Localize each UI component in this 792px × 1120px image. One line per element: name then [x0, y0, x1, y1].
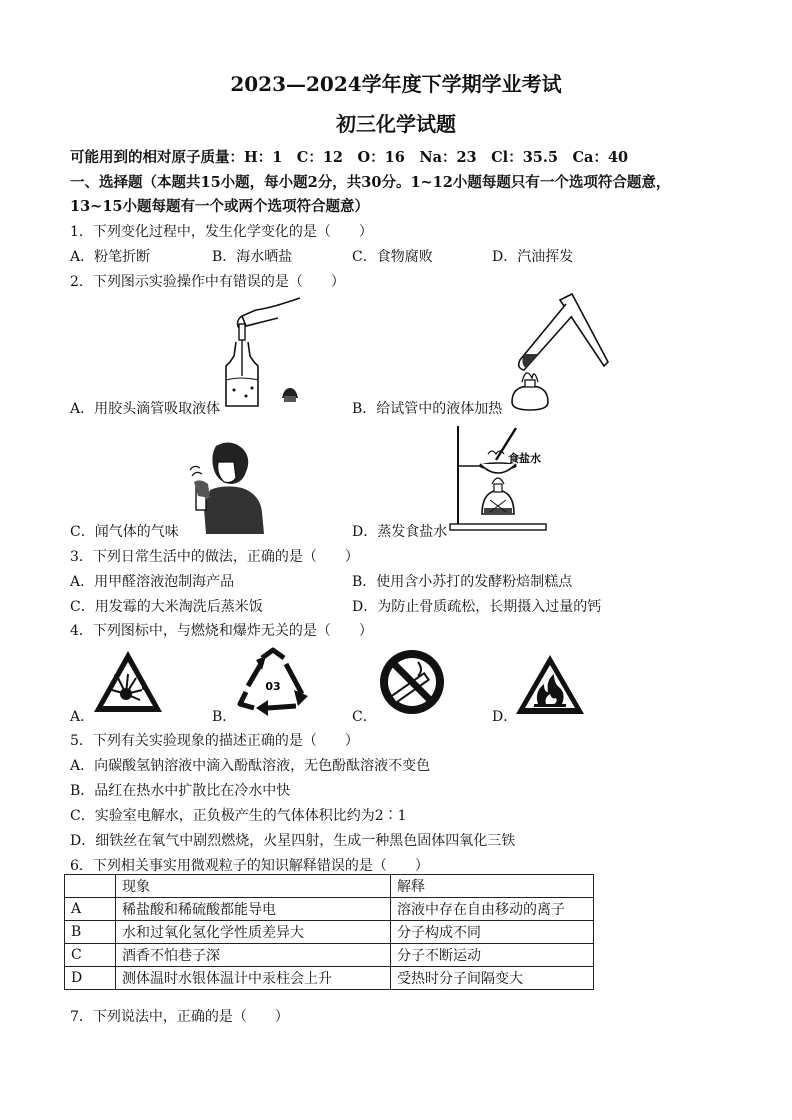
recycle-icon: [232, 646, 314, 722]
q2-option-b[interactable]: B．给试管中的液体加热: [352, 401, 503, 417]
evaporating-salt-water-figure: [448, 422, 558, 534]
table-cell: 受热时分子间隔变大: [391, 967, 594, 990]
q3-option-b[interactable]: B．使用含小苏打的发酵粉焙制糕点: [352, 574, 573, 590]
q4-option-c[interactable]: C．: [352, 709, 377, 725]
q5-option-d[interactable]: D．细铁丝在氧气中剧烈燃烧，火星四射，生成一种黑色固体四氧化三铁: [70, 833, 516, 849]
q3-option-a[interactable]: A．用甲醛溶液泡制海产品: [70, 574, 235, 590]
table-cell: 稀盐酸和稀硫酸都能导电: [116, 898, 391, 921]
table-cell: D: [65, 967, 116, 990]
q5-option-a[interactable]: A．向碳酸氢钠溶液中滴入酚酞溶液，无色酚酞溶液不变色: [70, 758, 431, 774]
q2-option-d[interactable]: D．蒸发食盐水: [352, 524, 448, 540]
q4-option-a[interactable]: A．: [70, 709, 95, 725]
section1-heading-line1: 一、选择题（本题共15小题，每小题2分，共30分。1~12小题每题只有一个选项符合题意，: [70, 174, 671, 191]
table-cell: 测体温时水银体温计中汞柱会上升: [116, 967, 391, 990]
q1-option-d[interactable]: D．汽油挥发: [492, 249, 574, 265]
table-header-cell: 现象: [116, 875, 391, 898]
q6-table: [64, 874, 594, 990]
table-row: [65, 898, 594, 921]
table-cell: 溶液中存在自由移动的离子: [391, 898, 594, 921]
q3-stem: 3．下列日常生活中的做法，正确的是（ ）: [70, 549, 359, 565]
q2-option-a[interactable]: A．用胶头滴管吸取液体: [70, 401, 221, 417]
exam-title: 2023—2024学年度下学期学业考试: [230, 72, 562, 96]
q1-option-b[interactable]: B．海水晒盐: [212, 249, 293, 265]
section1-heading-line2: 13~15小题每题有一个或两个选项符合题意）: [70, 198, 370, 215]
q4-option-b[interactable]: B．: [212, 709, 237, 725]
table-cell: 酒香不怕巷子深: [116, 944, 391, 967]
table-header-cell: 解释: [391, 875, 594, 898]
table-cell: C: [65, 944, 116, 967]
table-cell: 分子构成不同: [391, 921, 594, 944]
q4-option-d[interactable]: D．: [492, 709, 518, 725]
q5-option-c[interactable]: C．实验室电解水，正负极产生的气体体积比约为2∶1: [70, 808, 407, 824]
q1-option-a[interactable]: A．粉笔折断: [70, 249, 151, 265]
heating-test-tube-figure: [492, 290, 617, 420]
q1-stem: 1．下列变化过程中，发生化学变化的是（ ）: [70, 224, 373, 240]
table-row: [65, 921, 594, 944]
exam-subtitle: 初三化学试题: [336, 112, 456, 136]
table-row: [65, 944, 594, 967]
q2-option-c[interactable]: C．闻气体的气味: [70, 524, 179, 540]
dropper-bottle-figure: [212, 290, 322, 415]
no-smoking-icon: [372, 646, 452, 718]
explosive-warning-icon: [92, 648, 164, 716]
q7-stem: 7．下列说法中，正确的是（ ）: [70, 1009, 289, 1025]
q3-option-c[interactable]: C．用发霉的大米淘洗后蒸米饭: [70, 599, 263, 615]
salt-water-label: 食盐水: [508, 452, 541, 465]
table-cell: 水和过氧化氢化学性质差异大: [116, 921, 391, 944]
table-cell: A: [65, 898, 116, 921]
q5-stem: 5．下列有关实验现象的描述正确的是（ ）: [70, 733, 359, 749]
table-row: [65, 967, 594, 990]
q3-option-d[interactable]: D．为防止骨质疏松，长期摄入过量的钙: [352, 599, 602, 615]
recycle-number: 03: [265, 680, 281, 693]
q6-stem: 6．下列相关事实用微观粒子的知识解释错误的是（ ）: [70, 858, 429, 874]
table-cell: B: [65, 921, 116, 944]
table-header-row: [65, 875, 594, 898]
flammable-warning-icon: [514, 652, 586, 718]
table-cell: 分子不断运动: [391, 944, 594, 967]
q5-option-b[interactable]: B．品红在热水中扩散比在冷水中快: [70, 783, 291, 799]
atomic-masses: 可能用到的相对原子质量：H：1 C：12 O：16 Na：23 Cl：35.5 Ca：40: [70, 149, 629, 166]
q1-option-c[interactable]: C．食物腐败: [352, 249, 433, 265]
smelling-gas-figure: [180, 438, 270, 538]
q4-stem: 4．下列图标中，与燃烧和爆炸无关的是（ ）: [70, 623, 373, 639]
q2-stem: 2．下列图示实验操作中有错误的是（ ）: [70, 274, 345, 290]
table-header-cell: [65, 875, 116, 898]
